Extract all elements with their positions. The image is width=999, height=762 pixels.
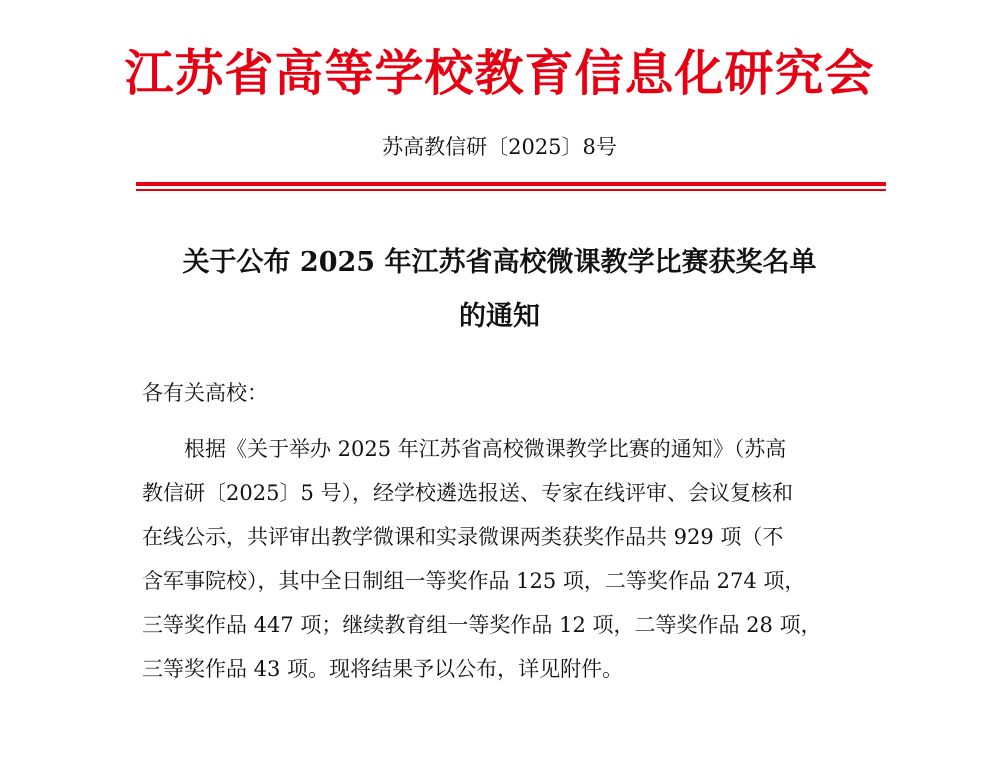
body-line: 含军事院校），其中全日制组一等奖作品 125 项，二等奖作品 274 项， bbox=[142, 569, 806, 593]
body-line: 三等奖作品 43 项。现将结果予以公布，详见附件。 bbox=[142, 657, 624, 681]
body-paragraph bbox=[142, 434, 862, 698]
notice-title-line: 关于公布 2025 年江苏省高校微课教学比赛获奖名单 bbox=[182, 247, 817, 278]
header-divider-thick bbox=[136, 182, 886, 186]
body-line: 根据《关于举办 2025 年江苏省高校微课教学比赛的通知》（苏高 bbox=[184, 437, 787, 461]
body-line: 在线公示，共评审出教学微课和实录微课两类获奖作品共 929 项（不 bbox=[142, 525, 784, 549]
body-line: 教信研〔2025〕5 号），经学校遴选报送、专家在线评审、会议复核和 bbox=[142, 481, 793, 505]
body-line: 三等奖作品 447 项；继续教育组一等奖作品 12 项，二等奖作品 28 项， bbox=[142, 613, 822, 637]
organization-title: 江苏省高等学校教育信息化研究会 bbox=[124, 45, 875, 102]
header-divider-thin bbox=[136, 189, 886, 191]
notice-title bbox=[0, 236, 999, 344]
salutation: 各有关高校： bbox=[142, 381, 268, 405]
document-number: 苏高教信研〔2025〕8号 bbox=[382, 135, 617, 159]
notice-title-line: 的通知 bbox=[459, 301, 540, 332]
